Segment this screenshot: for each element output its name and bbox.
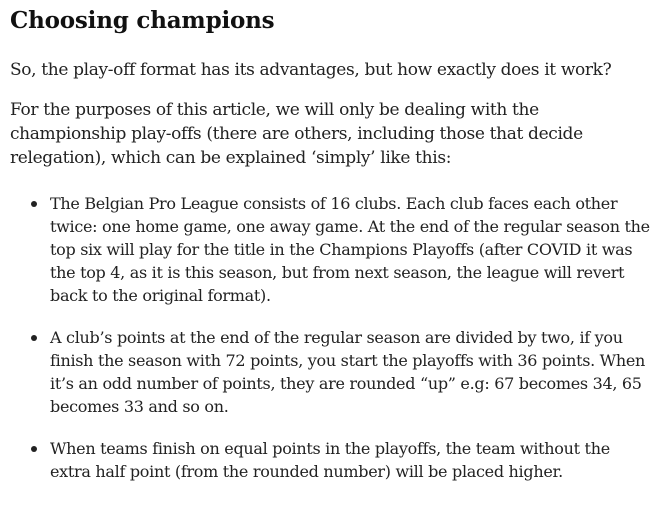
- bullet-icon: [31, 335, 37, 341]
- section-heading: Choosing champions: [10, 7, 275, 34]
- explanation-paragraph: For the purposes of this article, we will only be dealing with the championship play-offs (there are others, including those that decide relegation), which can be explained ‘simply’ like this:: [10, 100, 583, 168]
- bullet-icon: [31, 446, 37, 452]
- intro-paragraph: So, the play-off format has its advantages, but how exactly does it work?: [10, 60, 612, 80]
- list-item: [10, 437, 650, 483]
- list-item-text: A club’s points at the end of the regular season are divided by two, if you finish the season with 72 points, you start the playoffs with 36 points. When it’s an odd number of points, they are rounded “up” e.g: 67 becomes 34, 65 becomes 33 and so on.: [50, 328, 646, 416]
- bullet-icon: [31, 201, 37, 207]
- article-section: [10, 0, 650, 502]
- rules-list: [10, 192, 650, 483]
- list-item-text: When teams finish on equal points in the playoffs, the team without the extra half point (from the rounded number) will be placed higher.: [50, 439, 610, 481]
- list-item-text: The Belgian Pro League consists of 16 clubs. Each club faces each other twice: one home game, one away game. At the end of the regular season the top six will play for the title in the Champions Playoffs (after COVID it was the top 4, as it is this season, but from next season, the league will revert back to the original format).: [50, 194, 650, 305]
- list-item: [10, 192, 650, 307]
- list-item: [10, 326, 650, 418]
